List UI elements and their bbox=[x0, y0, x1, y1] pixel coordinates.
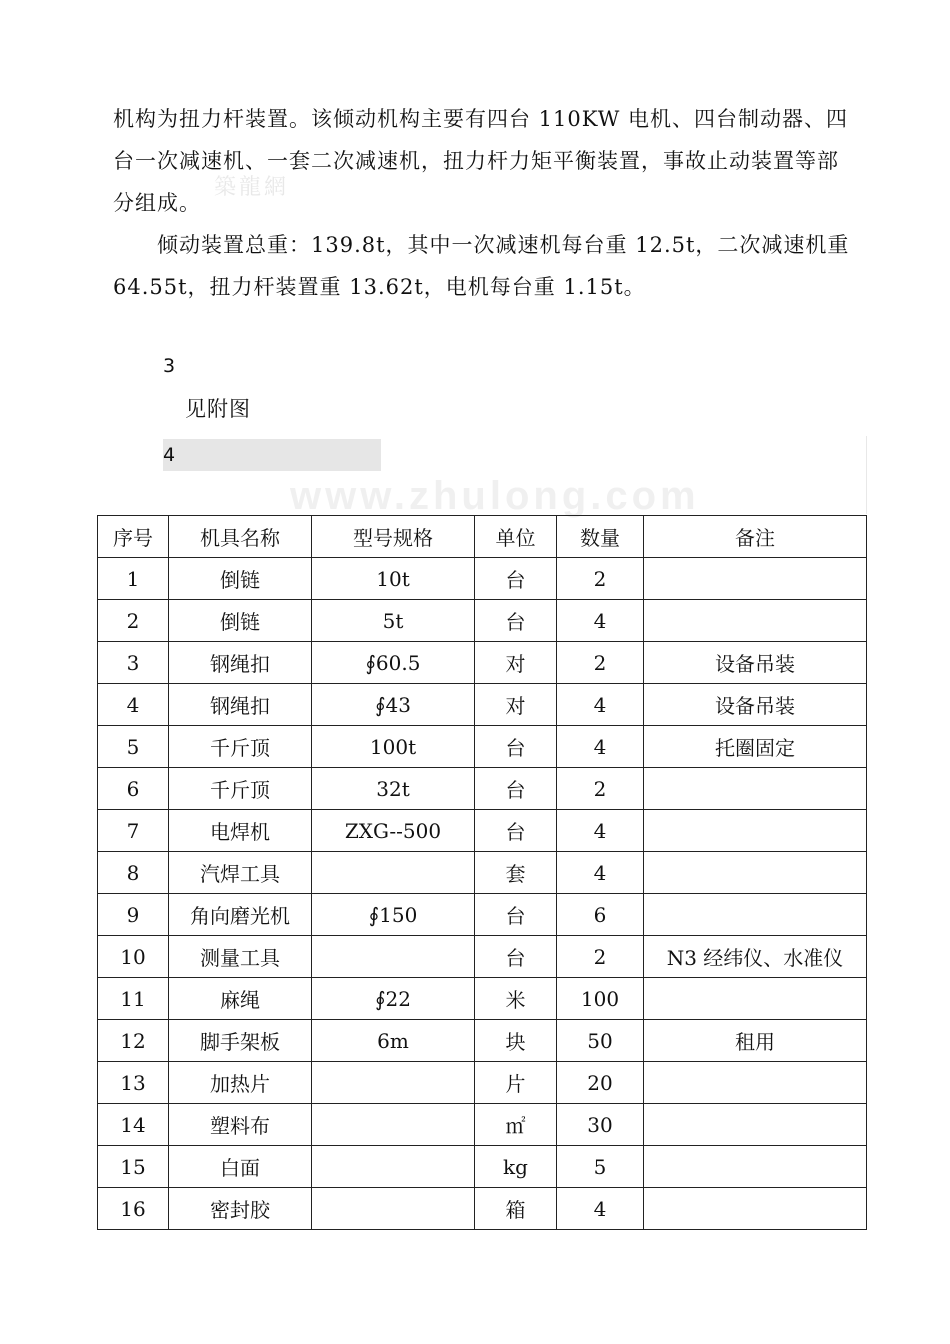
cell-unit: 对 bbox=[475, 642, 557, 684]
table-row bbox=[98, 810, 867, 852]
table-row bbox=[98, 852, 867, 894]
cell-index: 16 bbox=[98, 1188, 169, 1230]
cell-tool-name: 千斤顶 bbox=[169, 768, 312, 810]
cell-model bbox=[312, 1062, 475, 1104]
cell-model: 5t bbox=[312, 600, 475, 642]
cell-tool-name: 密封胶 bbox=[169, 1188, 312, 1230]
cell-index: 13 bbox=[98, 1062, 169, 1104]
cell-model: 10t bbox=[312, 558, 475, 600]
cell-remarks bbox=[644, 1104, 867, 1146]
header-unit: 单位 bbox=[475, 516, 557, 558]
header-model: 型号规格 bbox=[312, 516, 475, 558]
cell-quantity: 4 bbox=[557, 1188, 644, 1230]
cell-unit: 台 bbox=[475, 600, 557, 642]
section-heading-4: 4 bbox=[163, 439, 381, 471]
paragraph-weights: 倾动装置总重：139.8t，其中一次减速机每台重 12.5t，二次减速机重 64.55t，扭力杆装置重 13.62t，电机每台重 1.15t。 bbox=[113, 233, 850, 299]
cell-remarks bbox=[644, 894, 867, 936]
watermark-middle: www.zhulong.com bbox=[290, 474, 700, 518]
cell-unit: 对 bbox=[475, 684, 557, 726]
table-row bbox=[98, 978, 867, 1020]
tools-table bbox=[97, 515, 867, 1230]
cell-unit: 台 bbox=[475, 936, 557, 978]
cell-model: ZXG--500 bbox=[312, 810, 475, 852]
table-row bbox=[98, 600, 867, 642]
cell-tool-name: 钢绳扣 bbox=[169, 684, 312, 726]
cell-unit: 台 bbox=[475, 768, 557, 810]
cell-quantity: 5 bbox=[557, 1146, 644, 1188]
cell-tool-name: 汽焊工具 bbox=[169, 852, 312, 894]
cell-unit: ㎡ bbox=[475, 1104, 557, 1146]
cell-index: 5 bbox=[98, 726, 169, 768]
cell-remarks: 设备吊装 bbox=[644, 642, 867, 684]
cell-unit: kg bbox=[475, 1146, 557, 1188]
cell-tool-name: 角向磨光机 bbox=[169, 894, 312, 936]
cell-index: 1 bbox=[98, 558, 169, 600]
cell-model: 100t bbox=[312, 726, 475, 768]
cell-unit: 台 bbox=[475, 894, 557, 936]
cell-unit: 箱 bbox=[475, 1188, 557, 1230]
cell-unit: 套 bbox=[475, 852, 557, 894]
cell-remarks bbox=[644, 768, 867, 810]
cell-model: ∮60.5 bbox=[312, 642, 475, 684]
header-tool-name: 机具名称 bbox=[169, 516, 312, 558]
see-attached-text: 见附图 bbox=[185, 397, 251, 421]
cell-model bbox=[312, 1104, 475, 1146]
header-index: 序号 bbox=[98, 516, 169, 558]
cell-quantity: 100 bbox=[557, 978, 644, 1020]
cell-remarks: 租用 bbox=[644, 1020, 867, 1062]
cell-index: 8 bbox=[98, 852, 169, 894]
cell-remarks bbox=[644, 978, 867, 1020]
cell-index: 3 bbox=[98, 642, 169, 684]
cell-remarks bbox=[644, 600, 867, 642]
table-row bbox=[98, 1062, 867, 1104]
cell-quantity: 4 bbox=[557, 726, 644, 768]
table-row bbox=[98, 642, 867, 684]
cell-quantity: 2 bbox=[557, 558, 644, 600]
table-row bbox=[98, 1020, 867, 1062]
cell-quantity: 4 bbox=[557, 852, 644, 894]
cell-remarks bbox=[644, 1062, 867, 1104]
table-row bbox=[98, 1104, 867, 1146]
cell-tool-name: 倒链 bbox=[169, 600, 312, 642]
cell-tool-name: 电焊机 bbox=[169, 810, 312, 852]
cell-model: ∮22 bbox=[312, 978, 475, 1020]
cell-quantity: 6 bbox=[557, 894, 644, 936]
cell-index: 11 bbox=[98, 978, 169, 1020]
cell-tool-name: 加热片 bbox=[169, 1062, 312, 1104]
cell-index: 10 bbox=[98, 936, 169, 978]
cell-unit: 台 bbox=[475, 726, 557, 768]
cell-tool-name: 钢绳扣 bbox=[169, 642, 312, 684]
cell-remarks bbox=[644, 558, 867, 600]
cell-model bbox=[312, 1146, 475, 1188]
cell-index: 6 bbox=[98, 768, 169, 810]
table-body bbox=[98, 558, 867, 1230]
cell-model bbox=[312, 1188, 475, 1230]
cell-index: 2 bbox=[98, 600, 169, 642]
cell-index: 14 bbox=[98, 1104, 169, 1146]
header-remarks: 备注 bbox=[644, 516, 867, 558]
cell-index: 4 bbox=[98, 684, 169, 726]
page-shadow-line bbox=[866, 436, 867, 514]
table-header-row bbox=[98, 516, 867, 558]
cell-remarks bbox=[644, 1146, 867, 1188]
cell-model bbox=[312, 936, 475, 978]
cell-quantity: 2 bbox=[557, 768, 644, 810]
cell-tool-name: 测量工具 bbox=[169, 936, 312, 978]
cell-remarks: 设备吊装 bbox=[644, 684, 867, 726]
table-row bbox=[98, 726, 867, 768]
cell-quantity: 4 bbox=[557, 600, 644, 642]
cell-index: 7 bbox=[98, 810, 169, 852]
cell-quantity: 4 bbox=[557, 684, 644, 726]
cell-quantity: 4 bbox=[557, 810, 644, 852]
paragraph-structure: 机构为扭力杆装置。该倾动机构主要有四台 110KW 电机、四台制动器、四台一次减速机、一套二次减速机，扭力杆力矩平衡装置，事故止动装置等部分组成。 bbox=[113, 107, 848, 215]
watermark-top: 築龍網 bbox=[214, 175, 290, 200]
cell-tool-name: 千斤顶 bbox=[169, 726, 312, 768]
cell-quantity: 30 bbox=[557, 1104, 644, 1146]
cell-index: 12 bbox=[98, 1020, 169, 1062]
cell-unit: 块 bbox=[475, 1020, 557, 1062]
table-row bbox=[98, 558, 867, 600]
table-row bbox=[98, 684, 867, 726]
cell-index: 9 bbox=[98, 894, 169, 936]
cell-unit: 台 bbox=[475, 558, 557, 600]
cell-quantity: 50 bbox=[557, 1020, 644, 1062]
table-row bbox=[98, 936, 867, 978]
cell-unit: 米 bbox=[475, 978, 557, 1020]
cell-quantity: 20 bbox=[557, 1062, 644, 1104]
table-row bbox=[98, 1188, 867, 1230]
section-heading-3: 3 bbox=[163, 355, 178, 377]
cell-model: 6m bbox=[312, 1020, 475, 1062]
cell-model: 32t bbox=[312, 768, 475, 810]
cell-tool-name: 倒链 bbox=[169, 558, 312, 600]
cell-unit: 片 bbox=[475, 1062, 557, 1104]
cell-model bbox=[312, 852, 475, 894]
table-row bbox=[98, 1146, 867, 1188]
table-row bbox=[98, 894, 867, 936]
table-row bbox=[98, 768, 867, 810]
cell-tool-name: 塑料布 bbox=[169, 1104, 312, 1146]
cell-remarks bbox=[644, 852, 867, 894]
cell-tool-name: 白面 bbox=[169, 1146, 312, 1188]
cell-model: ∮43 bbox=[312, 684, 475, 726]
cell-remarks: N3 经纬仪、水准仪 bbox=[644, 936, 867, 978]
cell-remarks bbox=[644, 1188, 867, 1230]
header-quantity: 数量 bbox=[557, 516, 644, 558]
cell-remarks bbox=[644, 810, 867, 852]
cell-tool-name: 麻绳 bbox=[169, 978, 312, 1020]
cell-remarks: 托圈固定 bbox=[644, 726, 867, 768]
cell-index: 15 bbox=[98, 1146, 169, 1188]
cell-unit: 台 bbox=[475, 810, 557, 852]
cell-quantity: 2 bbox=[557, 936, 644, 978]
cell-model: ∮150 bbox=[312, 894, 475, 936]
cell-quantity: 2 bbox=[557, 642, 644, 684]
cell-tool-name: 脚手架板 bbox=[169, 1020, 312, 1062]
